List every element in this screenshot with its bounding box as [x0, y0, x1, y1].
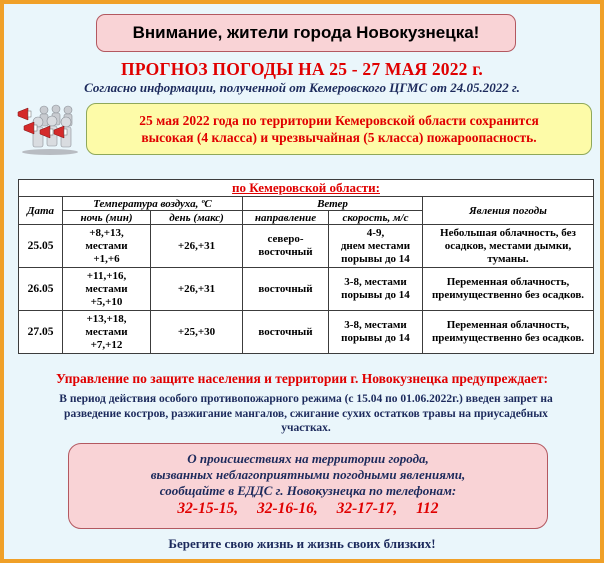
- header-direction: направление: [243, 211, 329, 225]
- contact-line-3: сообщайте в ЕДДС г. Новокузнецка по телефонам:: [159, 483, 457, 498]
- row-speed: 3-8, местами порывы до 14: [329, 268, 423, 311]
- phone-numbers: [69, 500, 547, 518]
- row-day: +25,+30: [151, 311, 243, 354]
- header-night: ночь (мин): [63, 211, 151, 225]
- row-speed: 3-8, местами порывы до 14: [329, 311, 423, 354]
- row-date: 25.05: [19, 225, 63, 268]
- weather-table: [18, 179, 594, 354]
- header-wind: Ветер: [243, 197, 423, 211]
- phone-number: 32-17-17,: [336, 500, 398, 517]
- table-row: [19, 268, 594, 311]
- phone-number: 112: [416, 500, 439, 517]
- attention-banner: [96, 14, 516, 52]
- phone-number: 32-15-15,: [177, 500, 239, 517]
- row-day: +26,+31: [151, 225, 243, 268]
- row-direction: восточный: [243, 268, 329, 311]
- header-temperature: Температура воздуха, ºС: [63, 197, 243, 211]
- row-night: +13,+18, местами +7,+12: [63, 311, 151, 354]
- alert-line-2: высокая (4 класса) и чрезвычайная (5 класса) пожароопасность.: [141, 130, 537, 145]
- row-night: +8,+13, местами +1,+6: [63, 225, 151, 268]
- contact-line-2: вызванных неблагоприятными погодными явлениями,: [150, 467, 466, 482]
- warning-body: [30, 392, 582, 436]
- alert-line-1: 25 мая 2022 года по территории Кемеровской области сохранится: [139, 113, 539, 128]
- warning-heading: Управление по защите населения и территории г. Новокузнецка предупреждает:: [55, 371, 549, 386]
- warning-line-1: В период действия особого противопожарного режима (с 15.04 по 01.06.2022г.) введен запрет на: [59, 393, 553, 405]
- row-direction: восточный: [243, 311, 329, 354]
- row-phenomena: Небольшая облачность, без осадков, местами дымки, туманы.: [423, 225, 594, 268]
- row-phenomena: Переменная облачность, преимущественно без осадков.: [423, 311, 594, 354]
- banner-title: Внимание, жители города Новокузнецка!: [132, 23, 480, 42]
- fire-danger-alert: [86, 103, 592, 155]
- footer-note: Берегите свою жизнь и жизнь своих близких!: [168, 536, 436, 551]
- table-row: [19, 311, 594, 354]
- row-direction: северо- восточный: [243, 225, 329, 268]
- row-date: 26.05: [19, 268, 63, 311]
- header-phenomena: Явления погоды: [423, 197, 594, 225]
- header-date: Дата: [19, 197, 63, 225]
- table-row: [19, 225, 594, 268]
- region-header: по Кемеровской области:: [19, 180, 594, 197]
- row-night: +11,+16, местами +5,+10: [63, 268, 151, 311]
- warning-line-3: участках.: [281, 422, 331, 434]
- row-date: 27.05: [19, 311, 63, 354]
- contact-box: [68, 443, 548, 529]
- row-phenomena: Переменная облачность, преимущественно без осадков.: [423, 268, 594, 311]
- warning-line-2: разведение костров, разжигание мангалов, сжигание сухих остатков травы на приусадебных: [64, 407, 548, 420]
- header-speed: скорость, м/с: [329, 211, 423, 225]
- megaphone-group-icon: [14, 100, 82, 156]
- header-day: день (макс): [151, 211, 243, 225]
- row-speed: 4-9, днем местами порывы до 14: [329, 225, 423, 268]
- row-day: +26,+31: [151, 268, 243, 311]
- contact-line-1: О происшествиях на территории города,: [187, 451, 429, 466]
- forecast-title: ПРОГНОЗ ПОГОДЫ НА 25 - 27 МАЯ 2022 г.: [121, 59, 483, 79]
- forecast-source: Согласно информации, полученной от Кемеровского ЦГМС от 24.05.2022 г.: [84, 80, 520, 95]
- phone-number: 32-16-16,: [257, 500, 318, 517]
